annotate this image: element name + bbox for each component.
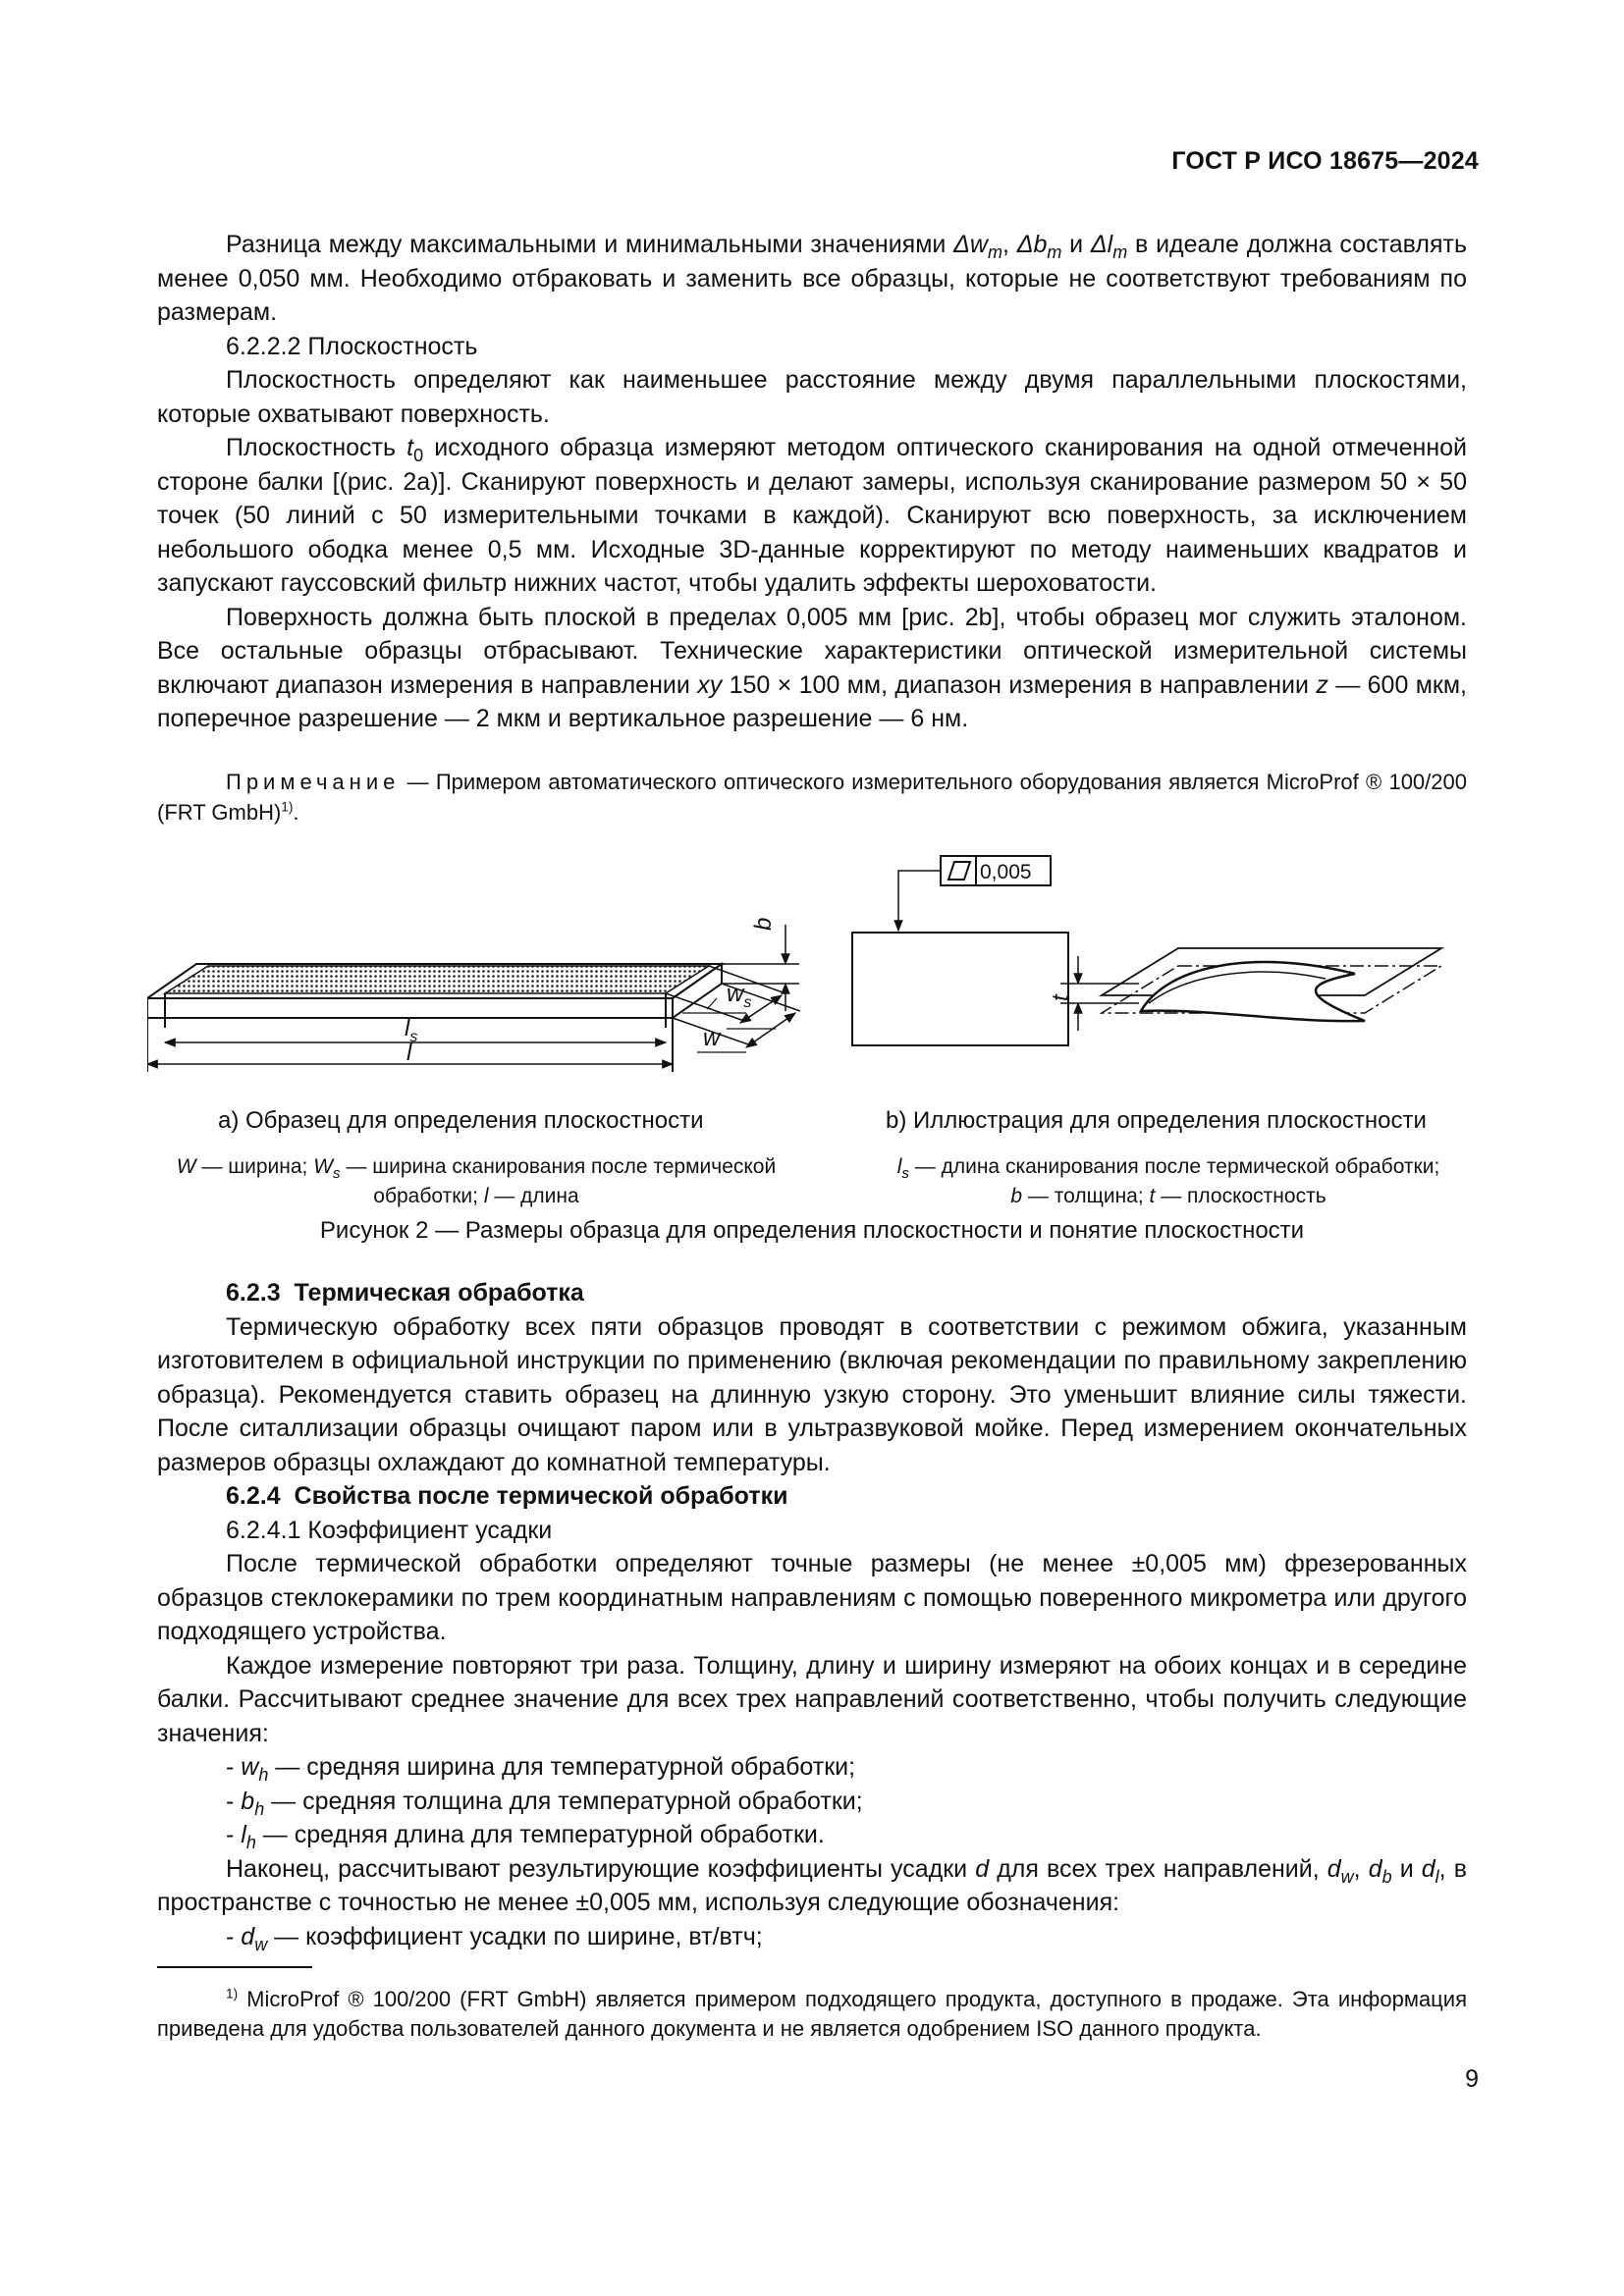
paragraph-repeat-measurement: Каждое измерение повторяют три раза. Толщину, длину и ширину измеряют на обоих концах и в середине балки. Рассчитывают среднее значение для всех трех направлений соответственно, чтобы получить следующие значения: (157, 1651, 1467, 1747)
label-l: l (406, 1040, 412, 1066)
paragraph-dimension-difference: Разница между максимальными и минимальными значениями $\Delta w_m$, $\Delta b_m$ и $\Delta l_m$ в идеале должна составлять менее 0,050 мм. Необходимо отбраковать и заменить все образцы, которые не соответствуют требованиям по размерам. (157, 231, 1467, 326)
list-item-dw: - $d_w$ — коэффициент усадки по ширине, вт/втч; (226, 1922, 763, 1954)
caption-b: b) Иллюстрация для определения плоскостности (886, 1107, 1427, 1134)
note-label: Примечание (226, 770, 401, 794)
legend-b: $l_s$ — длина сканирования после термической обработки; b — толщина; t — плоскостность (896, 1155, 1440, 1207)
list-item-lh: - $l_h$ — средняя длина для температурной обработки. (226, 1821, 825, 1852)
list-item-wh: - $w_h$ — средняя ширина для температурной обработки; (226, 1753, 856, 1785)
tolerance-value: 0,005 (980, 861, 1032, 883)
label-ws: $w_s$ (727, 981, 752, 1011)
body-text-bottom (157, 1276, 1467, 1953)
paragraph-optical-system: Поверхность должна быть плоской в пределах 0,005 мм [рис. 2b], чтобы образец мог служить эталоном. Все остальные образцы отбрасывают. Технические характеристики оптической измерительной системы включают диапазон измерения в направлении xy 150 × 100 мм, диапазон измерения в направлении z — 600 мкм, поперечное разрешение — 2 мкм и вертикальное разрешение — 6 нм. (157, 603, 1467, 732)
subsection-6222-heading: 6.2.2.2 Плоскостность (226, 332, 478, 360)
paragraph-flatness-measurement: Плоскостность $t_0$ исходного образца измеряют методом оптического сканирования на одной отмеченной стороне балки [(рис. 2a)]. Сканируют поверхность и делают замеры, используя сканирование размером 50 × 50 точек (50 линий с 50 измерительными точками в каждой). Сканируют всю поверхность, за исключением небольшого ободка менее 0,5 мм. Исходные 3D-данные корректируют по методу наименьших квадратов и запускают гауссовский фильтр нижних частот, чтобы удалить эффекты шероховатости. (157, 434, 1467, 597)
list-item-bh: - $b_h$ — средняя толщина для температурной обработки; (226, 1787, 863, 1819)
caption-a: а) Образец для определения плоскостности (218, 1107, 704, 1134)
subsection-6241-heading: 6.2.4.1 Коэффициент усадки (226, 1516, 553, 1544)
label-w: w (703, 1025, 721, 1051)
flatness-illustration (852, 856, 1441, 1045)
figure-2 (147, 846, 1477, 1101)
figure-2-title: Рисунок 2 — Размеры образца для определения плоскостности и понятие плоскостности (319, 1217, 1305, 1244)
footnote-separator (157, 1966, 312, 1968)
section-623-heading: 6.2.3 Термическая обработка (226, 1279, 584, 1307)
legend-a: W — ширина; $W_s$ — ширина сканирования после термической обработки; l — длина (176, 1155, 777, 1207)
note: Примечание — Примером автоматического оптического измерительного оборудования является MicroProf ® 100/200 (FRT GmbH)$^{1)}$. (157, 770, 1467, 825)
label-t: t (1048, 994, 1074, 1001)
body-text-top (157, 228, 1467, 736)
label-b: b (750, 917, 777, 931)
figure-2-drawing (147, 846, 1477, 1101)
page-header: ГОСТ Р ИСО 18675—2024 (1171, 147, 1479, 175)
paragraph-shrinkage-coefficients: Наконец, рассчитывают результирующие коэффициенты усадки d для всех трех направлений, $d_w$, $d_b$ и $d_l$, в пространстве с точностью не менее ±0,005 мм, используя следующие обозначения: (157, 1854, 1467, 1916)
section-624-heading: 6.2.4 Свойства после термической обработки (226, 1482, 788, 1510)
paragraph-dimensions-after-treatment: После термической обработки определяют точные размеры (не менее ±0,005 мм) фрезерованных образцов стеклокерамики по трем координатным направлениям с помощью поверенного микрометра или другого подходящего устройства. (157, 1550, 1467, 1645)
paragraph-flatness-definition: Плоскостность определяют как наименьшее расстояние между двумя параллельными плоскостями, которые охватывают поверхность. (157, 366, 1467, 428)
paragraph-heat-treatment: Термическую обработку всех пяти образцов проводят в соответствии с режимом обжига, указанным изготовителем в официальной инструкции по применению (включая рекомендации по правильному закреплению образца). Рекомендуется ставить образец на длинную узкую сторону. Это уменьшит влияние силы тяжести. После ситаллизации образцы очищают паром или в ультразвуковой мойке. Перед измерением окончательных размеров образцы охлаждают до комнатной температуры. (157, 1312, 1467, 1476)
footnote: $^{1)}$ MicroProf ® 100/200 (FRT GmbH) является примером подходящего продукта, доступного в продаже. Эта информация приведена для удобства пользователей данного документа и не является одобрением ISO данного продукта. (157, 1986, 1467, 2041)
label-ls: $l_s$ (405, 1015, 418, 1045)
page-number: 9 (1465, 2065, 1479, 2093)
